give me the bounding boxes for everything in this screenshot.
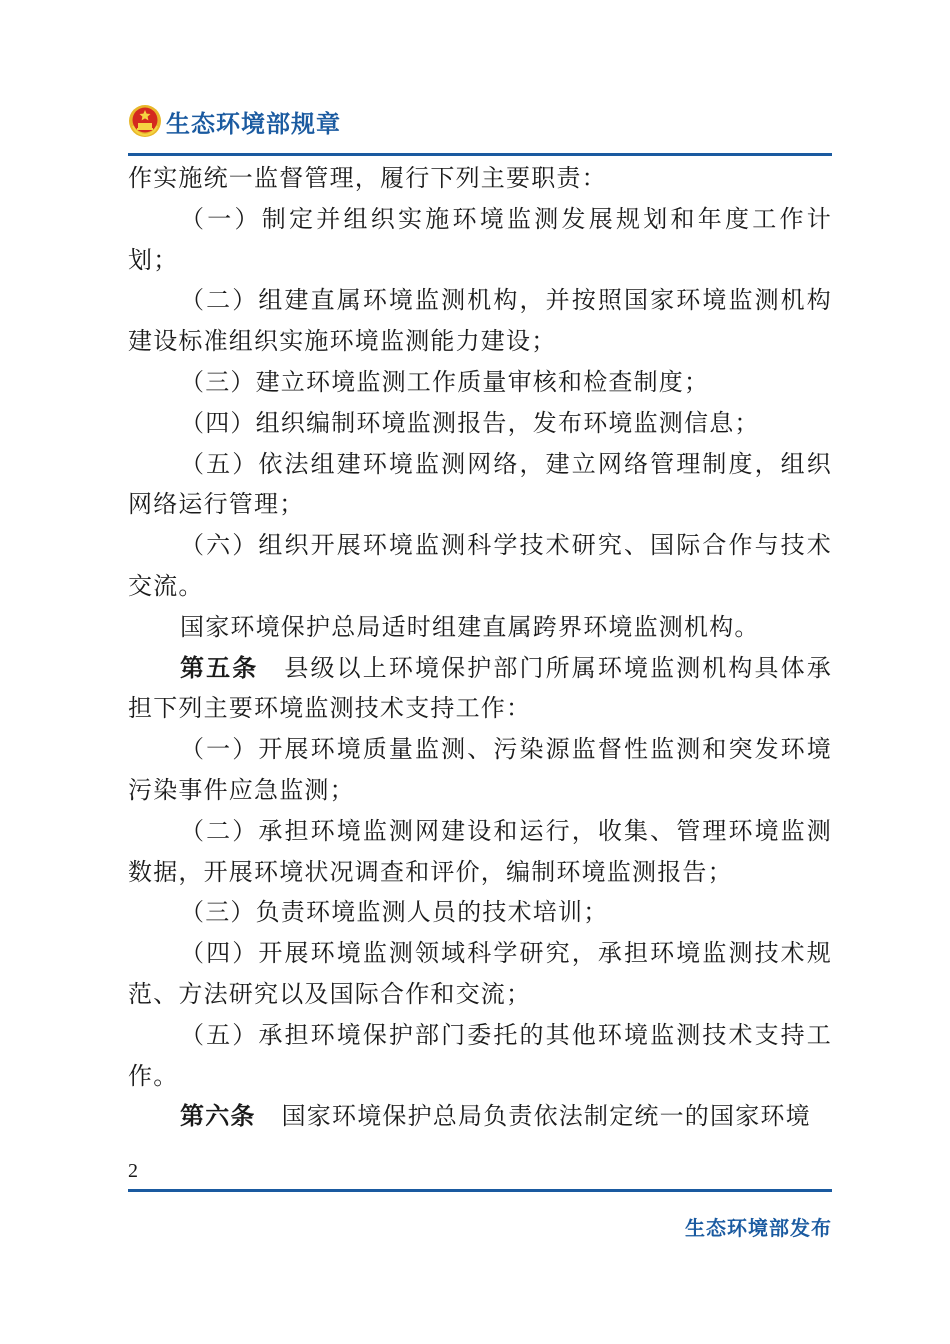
paragraph <box>128 525 832 607</box>
paragraph-text: 国家环境保护总局适时组建直属跨界环境监测机构。 <box>180 612 760 641</box>
paragraph-text: （一）开展环境质量监测、污染源监督性监测和突发环境污染事件应急监测； <box>128 735 832 804</box>
paragraph-text: （二）承担环境监测网建设和运行，收集、管理环境监测数据，开展环境状况调查和评价，编制环境监测报告； <box>128 816 832 886</box>
paragraph <box>128 444 832 526</box>
paragraph-text: （五）承担环境保护部门委托的其他环境监测技术支持工作。 <box>128 1020 832 1090</box>
article-paragraph <box>128 648 832 730</box>
header-title: 生态环境部规章 <box>166 109 341 138</box>
paragraph-text: （五）依法组建环境监测网络，建立网络管理制度，组织网络运行管理； <box>128 449 832 519</box>
paragraph <box>128 607 832 648</box>
paragraph-text: 国家环境保护总局负责依法制定统一的国家环境 <box>281 1102 811 1131</box>
paragraph <box>128 403 832 444</box>
article-number: 第五条 <box>180 653 259 682</box>
page-number: 2 <box>128 1160 138 1182</box>
paragraph-text: （六）组织开展环境监测科学技术研究、国际合作与技术交流。 <box>128 531 832 600</box>
footer-divider <box>128 1189 832 1192</box>
paragraph <box>128 158 832 199</box>
paragraph-text: 县级以上环境保护部门所属环境监测机构具体承担下列主要环境监测技术支持工作： <box>128 653 832 723</box>
paragraph <box>128 729 832 811</box>
footer-publisher: 生态环境部发布 <box>685 1216 832 1240</box>
paragraph <box>128 933 832 1015</box>
paragraph <box>128 892 832 933</box>
page-header <box>128 96 341 146</box>
paragraph-text: （四）开展环境监测领域科学研究，承担环境监测技术规范、方法研究以及国际合作和交流； <box>128 939 832 1008</box>
document-body <box>128 158 832 1137</box>
paragraph-text: （四）组织编制环境监测报告，发布环境监测信息； <box>180 408 760 437</box>
paragraph <box>128 199 832 281</box>
paragraph <box>128 362 832 403</box>
paragraph <box>128 280 832 362</box>
national-emblem-icon <box>128 104 162 138</box>
header-divider <box>128 153 832 156</box>
paragraph-text: （二）组建直属环境监测机构，并按照国家环境监测机构建设标准组织实施环境监测能力建设； <box>128 286 832 356</box>
paragraph-text: 作实施统一监督管理，履行下列主要职责： <box>128 164 607 192</box>
paragraph <box>128 811 832 893</box>
paragraph-text: （一）制定并组织实施环境监测发展规划和年度工作计划； <box>128 204 832 274</box>
paragraph-text: （三）建立环境监测工作质量审核和检查制度； <box>180 367 710 396</box>
article-number: 第六条 <box>180 1102 256 1131</box>
paragraph <box>128 1015 832 1097</box>
paragraph-text: （三）负责环境监测人员的技术培训； <box>180 898 609 927</box>
article-paragraph <box>128 1096 832 1137</box>
